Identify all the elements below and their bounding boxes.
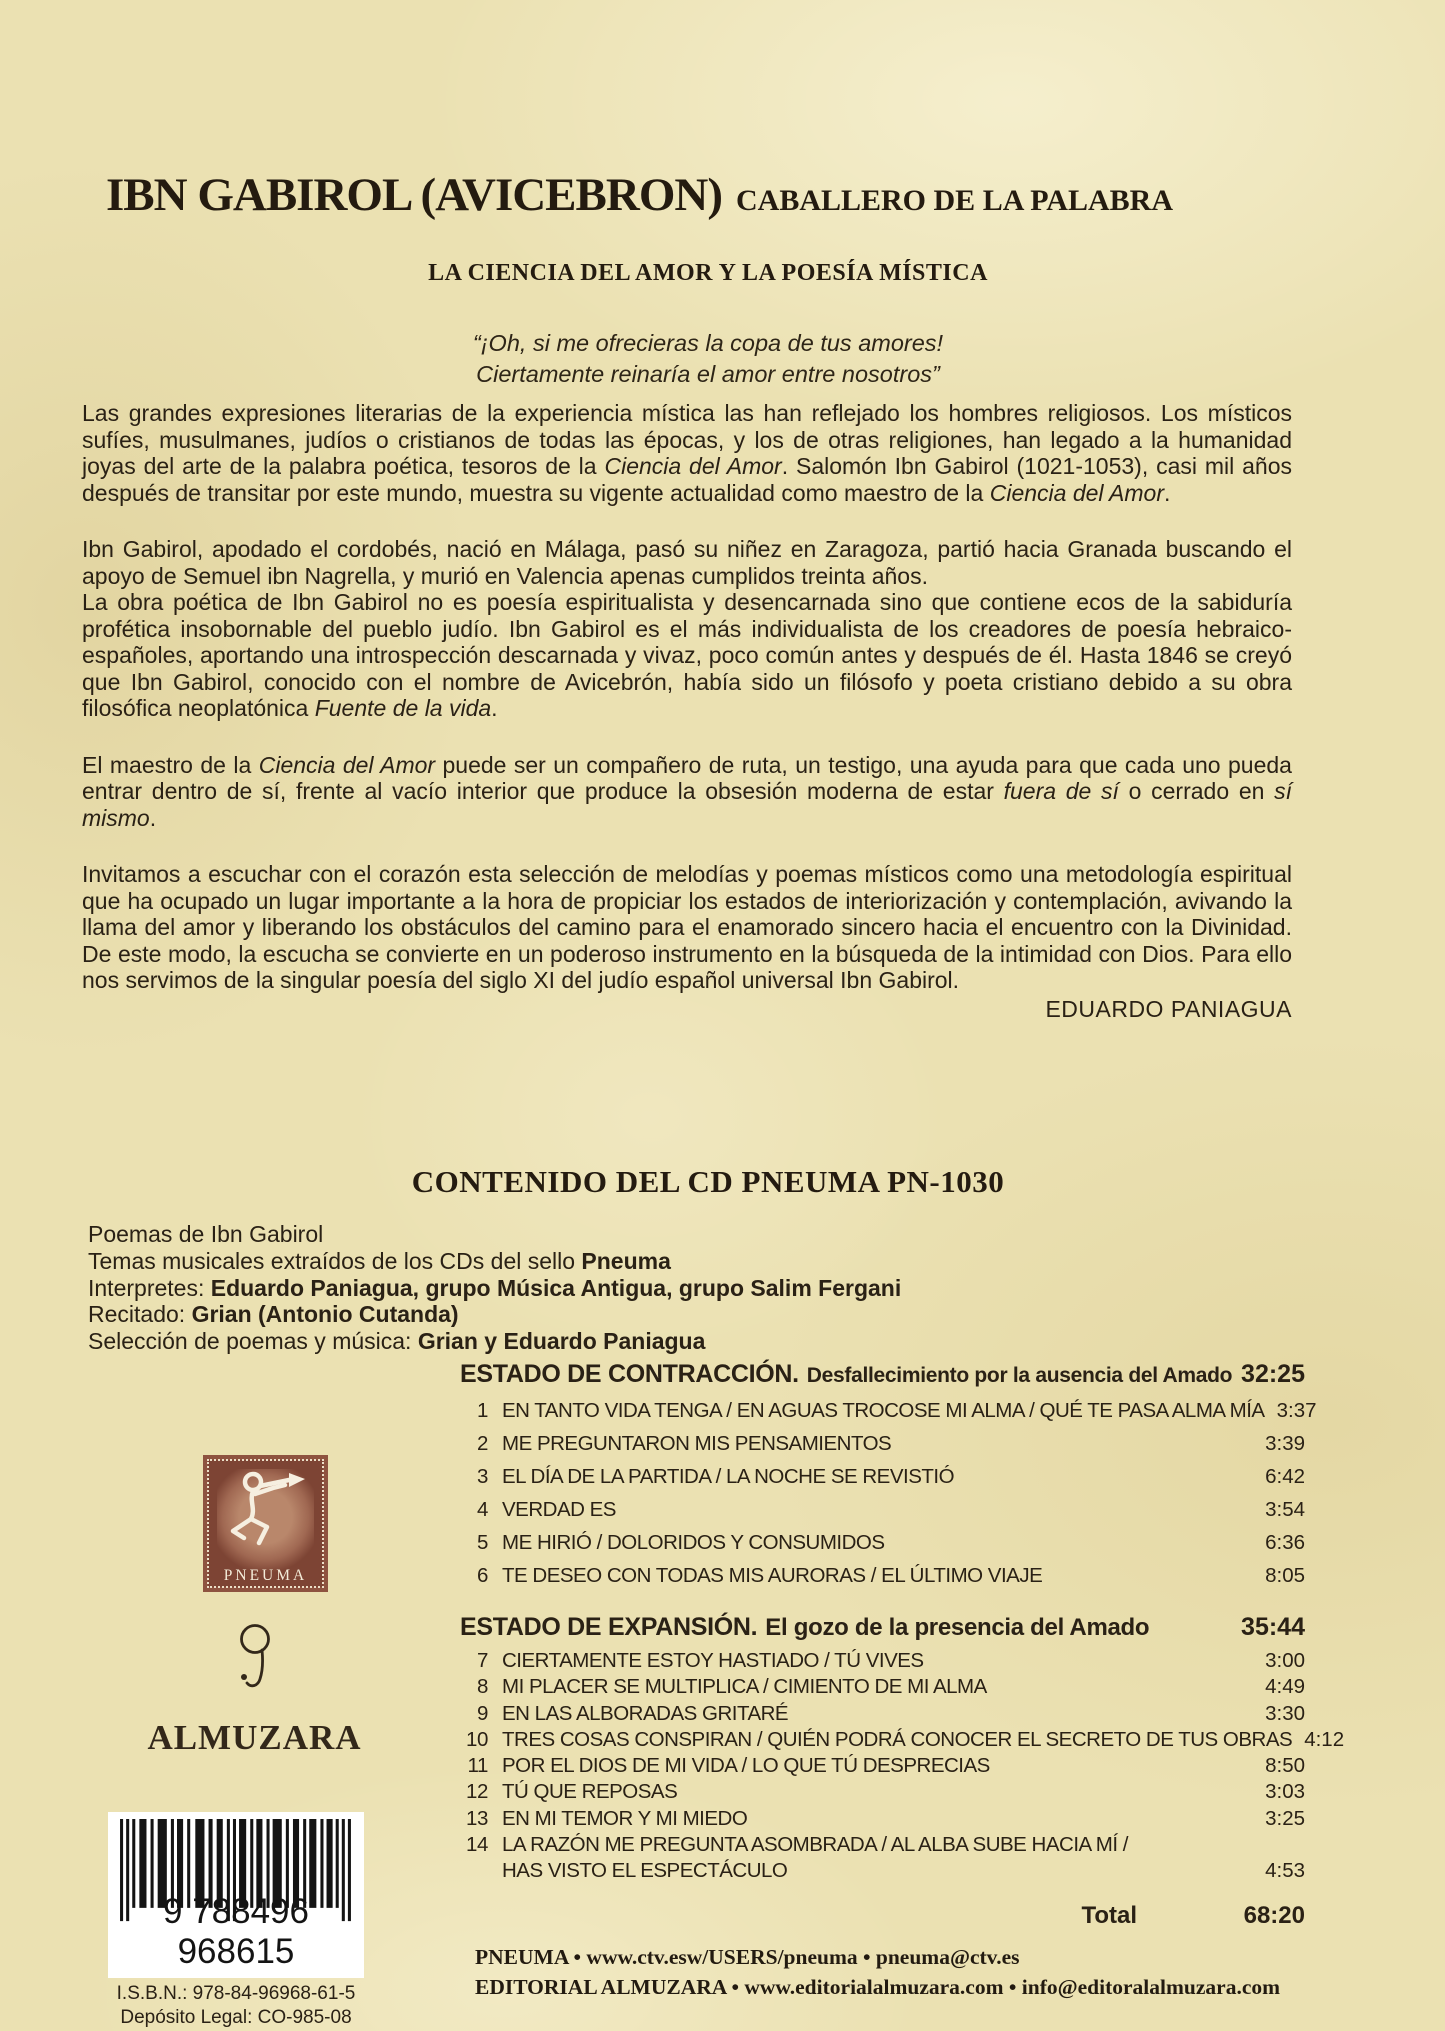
track-section [460, 1360, 1317, 1597]
track-row [460, 1702, 1305, 1728]
track-time: 3:03 [1265, 1780, 1305, 1804]
credit-line: Selección de poemas y música: Grian y Eduardo Paniagua [88, 1328, 706, 1355]
pneuma-logo-text: PNEUMA [223, 1567, 308, 1584]
track-row [460, 1649, 1305, 1675]
credits-block [88, 1221, 901, 1355]
track-time: 3:25 [1265, 1806, 1305, 1830]
credit-line: Temas musicales extraídos de los CDs del sello Pneuma [88, 1247, 671, 1274]
track-number: 10 [465, 1727, 488, 1751]
intro-paragraph: Las grandes expresiones literarias de la experiencia mística las han reflejado los hombres religiosos. Los místicos sufíes, musulmanes, judíos o cristianos de todas las épocas, y los de otras religiones, han legado a la humanidad joyas del arte de la palabra poética, tesoros de la Ciencia del Amor. Salomón Ibn Gabirol (1021-1053), casi mil años después de transitar por este mundo, muestra su vigente actualidad como maestro de la Ciencia del Amor. [82, 400, 1292, 506]
track-title: EN MI TEMOR Y MI MIEDO [502, 1806, 748, 1830]
track-time: 3:30 [1265, 1701, 1305, 1725]
intro-paragraph: Invitamos a escuchar con el corazón esta selección de melodías y poemas místicos como una metodología espiritual que ha ocupado un lugar importante a la hora de propiciar los estados de interiorización y contemplación, avivando la llama del amor y liberando los obstáculos del camino para el enamorado sincero hacia el encuentro con la Divinidad. De este modo, la escucha se convierte en un poderoso instrumento en la búsqueda de la intimidad con Dios. Para ello nos servimos de la singular poesía del siglo XI del judío español universal Ibn Gabirol. [82, 861, 1292, 993]
almuzara-logo [142, 1622, 367, 1758]
credit-line: Recitado: Grian (Antonio Cutanda) [88, 1301, 459, 1328]
section-duration: 32:25 [1241, 1360, 1305, 1388]
intro-paragraph: El maestro de la Ciencia del Amor puede ser un compañero de ruta, un testigo, una ayuda para que cada uno pueda entrar dentro de sí, frente al vacío interior que produce la obsesión moderna de estar fuera de sí o cerrado en sí mismo. [82, 751, 1292, 831]
track-title: EL DÍA DE LA PARTIDA / LA NOCHE SE REVISTIÓ [502, 1465, 955, 1488]
author-signature: EDUARDO PANIAGUA [1045, 995, 1292, 1022]
intro-paragraph: La obra poética de Ibn Gabirol no es poesía espiritualista y desencarnada sino que contiene ecos de la sabiduría profética insobornable del pueblo judío. Ibn Gabirol es el más individualista de los creadores de poesía hebraico-españoles, aportando una introspección descarnada y vivaz, poco común antes y después de él. Hasta 1846 se creyó que Ibn Gabirol, conocido con el nombre de Avicebrón, había sido un filósofo y poeta cristiano debido a su obra filosófica neoplatónica Fuente de la vida. [82, 589, 1292, 721]
total-row [460, 1902, 1305, 1930]
track-row [460, 1833, 1305, 1859]
intro-paragraph: Ibn Gabirol, apodado el cordobés, nació en Málaga, pasó su niñez en Zaragoza, partió hacia Granada buscando el apoyo de Semuel ibn Nagrella, y murió en Valencia apenas cumplidos treinta años. [82, 536, 1292, 589]
tracklist [460, 1360, 1345, 1930]
track-number: 14 [465, 1833, 488, 1857]
album-title: IBN GABIROL (AVICEBRON) [106, 169, 722, 221]
section-subtitle: El gozo de la presencia del Amado [765, 1614, 1150, 1641]
quote-line-2: Ciertamente reinaría el amor entre nosotros” [476, 361, 940, 387]
track-row [460, 1399, 1317, 1432]
track-time: 4:12 [1304, 1727, 1345, 1751]
track-row [460, 1531, 1305, 1564]
track-title: LA RAZÓN ME PREGUNTA ASOMBRADA / AL ALBA SUBE HACIA MÍ / [502, 1833, 1128, 1857]
track-section [460, 1613, 1345, 1886]
track-title-continued: HAS VISTO EL ESPECTÁCULO [502, 1859, 788, 1883]
track-time: 3:37 [1276, 1399, 1317, 1422]
track-time: 6:42 [1265, 1465, 1305, 1488]
track-title: VERDAD ES [502, 1498, 616, 1521]
album-subtitle: LA CIENCIA DEL AMOR Y LA POESÍA MÍSTICA [428, 260, 988, 286]
track-row [460, 1465, 1305, 1498]
footer-pneuma-line: PNEUMA • www.ctv.esw/USERS/pneuma • pneuma@ctv.es [475, 1945, 1020, 1969]
track-title: ME HIRIÓ / DOLORIDOS Y CONSUMIDOS [502, 1531, 885, 1554]
track-row [460, 1807, 1305, 1833]
track-number: 7 [476, 1649, 488, 1672]
track-number: 2 [476, 1432, 488, 1455]
section-header [460, 1360, 1305, 1389]
track-time: 3:00 [1265, 1649, 1305, 1672]
section-header [460, 1613, 1305, 1642]
title-row [106, 168, 1173, 222]
tracklist-sections [460, 1360, 1345, 1886]
track-title: EN TANTO VIDA TENGA / EN AGUAS TROCOSE MI ALMA / QUÉ TE PASA ALMA MÍA [502, 1399, 1265, 1422]
track-title: MI PLACER SE MULTIPLICA / CIMIENTO DE MI ALMA [502, 1675, 987, 1699]
track-row [460, 1564, 1305, 1597]
track-title: ME PREGUNTARON MIS PENSAMIENTOS [502, 1432, 892, 1455]
track-time: 3:39 [1265, 1432, 1305, 1455]
track-number: 12 [465, 1780, 488, 1804]
track-number: 11 [467, 1754, 488, 1778]
isbn: I.S.B.N.: 978-84-96968-61-5 [116, 1983, 356, 2004]
track-title: TE DESEO CON TODAS MIS AURORAS / EL ÚLTIMO VIAJE [502, 1564, 1043, 1587]
deposito-legal: Depósito Legal: CO-985-08 [120, 2007, 352, 2028]
trumpeter-icon [213, 1461, 318, 1557]
total-label: Total [1081, 1901, 1137, 1929]
section-subtitle: Desfallecimiento por la ausencia del Amado [806, 1364, 1233, 1387]
section-duration: 35:44 [1241, 1613, 1305, 1641]
track-row [460, 1780, 1305, 1806]
barcode-number: 9 788496 968615 [163, 1892, 309, 1971]
track-title: POR EL DIOS DE MI VIDA / LO QUE TÚ DESPRECIAS [502, 1754, 990, 1778]
credit-line: Interpretes: Eduardo Paniagua, grupo Música Antigua, grupo Salim Fergani [88, 1274, 902, 1301]
pneuma-logo [203, 1455, 328, 1592]
track-time: 4:49 [1265, 1675, 1305, 1699]
track-time: 6:36 [1265, 1531, 1305, 1554]
track-title: EN LAS ALBORADAS GRITARÉ [502, 1701, 789, 1725]
section-title: ESTADO DE EXPANSIÓN. [460, 1613, 758, 1641]
track-time: 8:05 [1265, 1564, 1305, 1587]
publisher-footer [475, 1942, 1280, 2002]
track-row [460, 1754, 1305, 1780]
track-title: TRES COSAS CONSPIRAN / QUIÉN PODRÁ CONOCER EL SECRETO DE TUS OBRAS [502, 1727, 1293, 1751]
track-number: 3 [476, 1465, 488, 1488]
quote-line-1: “¡Oh, si me ofrecieras la copa de tus amores! [472, 330, 944, 356]
credit-line: Poemas de Ibn Gabirol [88, 1221, 324, 1247]
section-title: ESTADO DE CONTRACCIÓN. [460, 1360, 799, 1388]
track-time: 3:54 [1265, 1498, 1305, 1521]
track-row [460, 1432, 1305, 1465]
track-title: CIERTAMENTE ESTOY HASTIADO / TÚ VIVES [502, 1649, 924, 1672]
contents-heading: CONTENIDO DEL CD PNEUMA PN-1030 [411, 1164, 1005, 1199]
track-number: 6 [476, 1564, 488, 1587]
track-number: 13 [465, 1806, 488, 1830]
quote [80, 328, 1336, 390]
almuzara-logo-text: ALMUZARA [147, 1718, 362, 1757]
track-number: 9 [476, 1701, 488, 1725]
track-number: 4 [476, 1498, 488, 1521]
footer-almuzara-line: EDITORIAL ALMUZARA • www.editorialalmuzara.com • info@editoralalmuzara.com [475, 1975, 1281, 1999]
intro-text [82, 400, 1292, 1022]
almuzara-glyph-icon [231, 1622, 279, 1702]
track-time: 4:53 [1265, 1859, 1305, 1883]
track-number: 5 [476, 1531, 488, 1554]
track-row-continued [460, 1859, 1305, 1885]
total-time: 68:20 [1243, 1901, 1305, 1929]
track-title: TÚ QUE REPOSAS [502, 1780, 678, 1804]
legal-block [92, 1982, 380, 2030]
track-row [460, 1675, 1305, 1701]
album-title-suffix: CABALLERO DE LA PALABRA [735, 184, 1173, 217]
track-number: 8 [476, 1675, 488, 1699]
barcode [108, 1812, 364, 1978]
track-number: 1 [476, 1399, 488, 1422]
track-time: 8:50 [1265, 1754, 1305, 1778]
track-row [460, 1498, 1305, 1531]
track-row [460, 1727, 1345, 1754]
